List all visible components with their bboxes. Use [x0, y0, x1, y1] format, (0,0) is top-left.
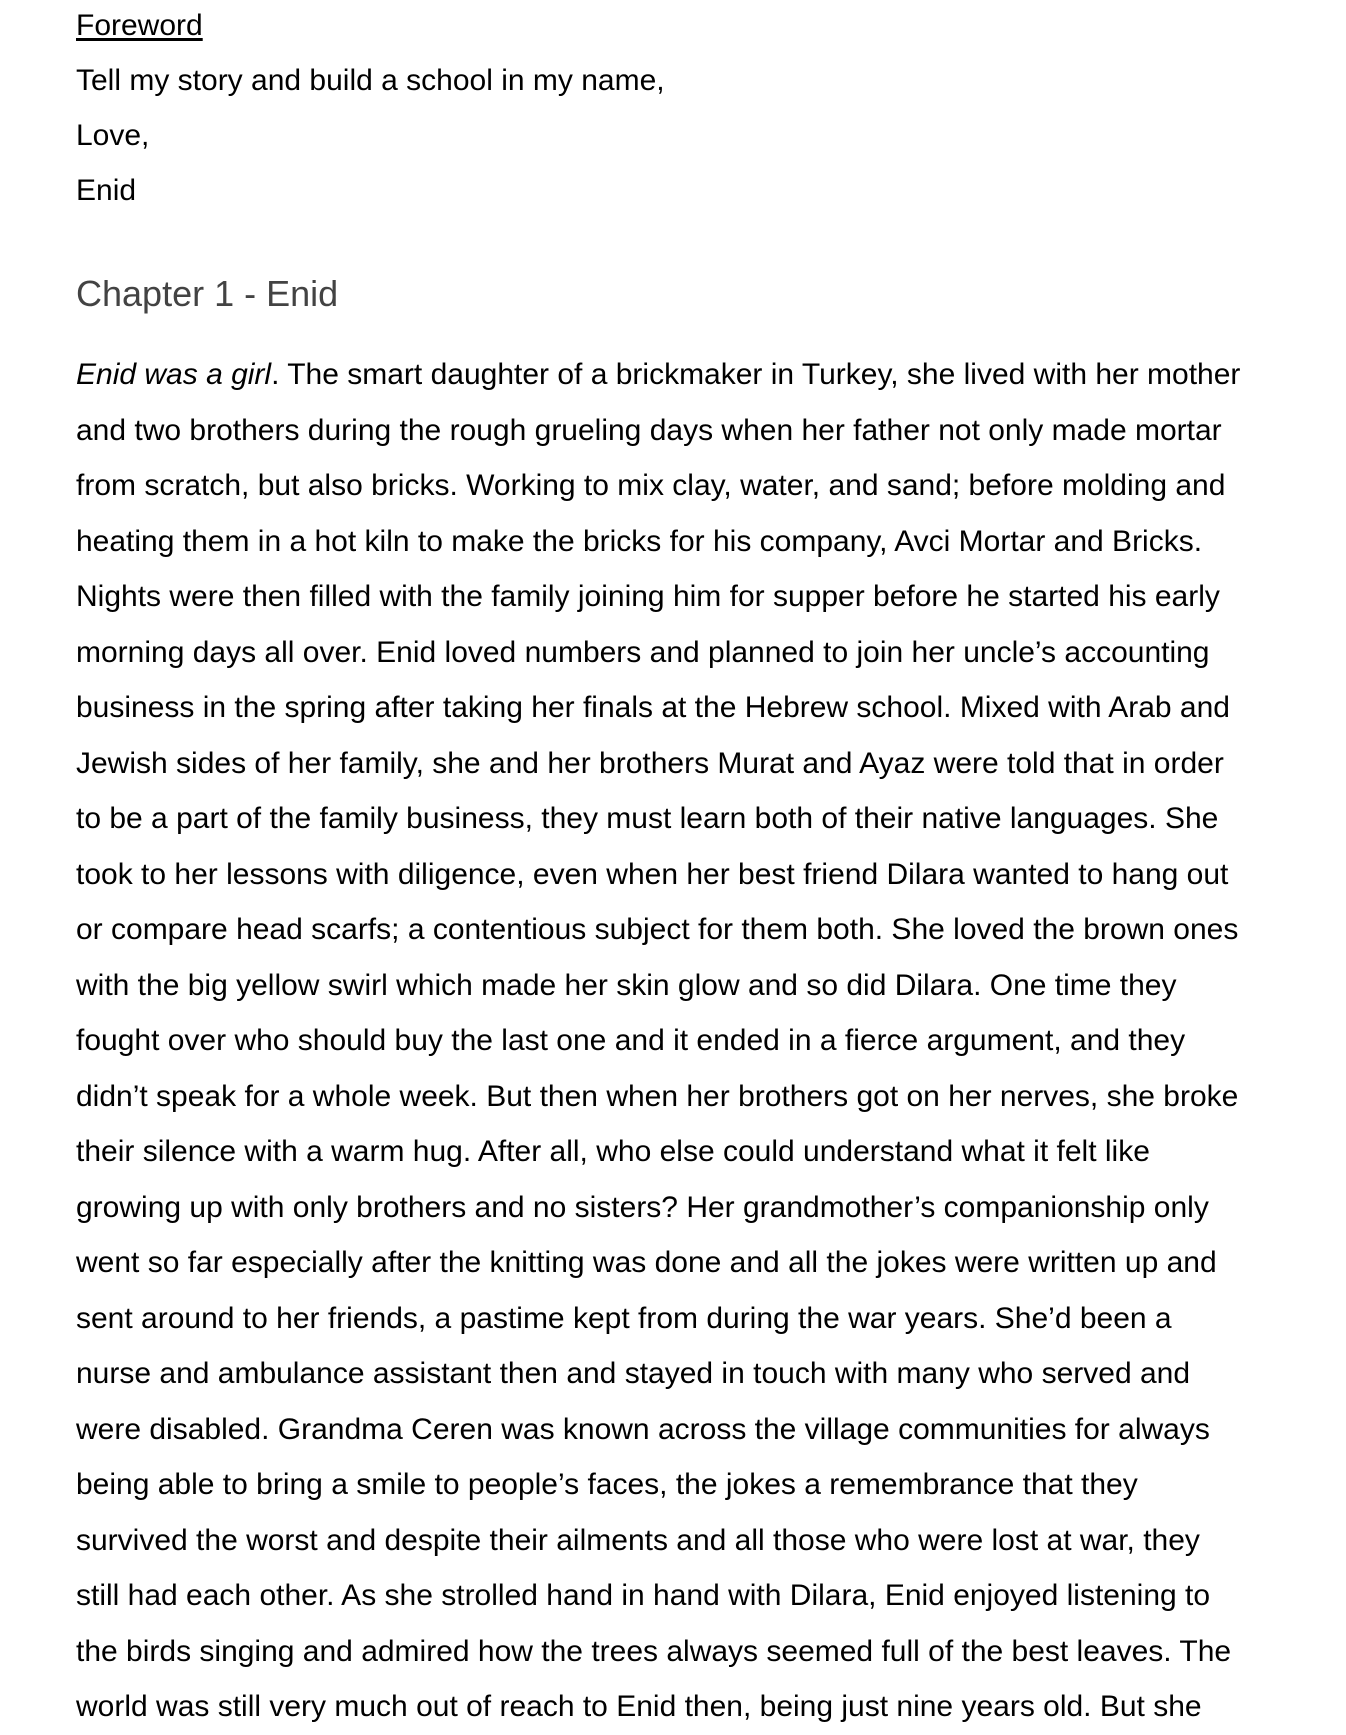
body-line: and two brothers during the rough grueling days when her father not only made mortar: [76, 413, 1222, 447]
body-line: didn’t speak for a whole week. But then when her brothers got on her nerves, she broke: [76, 1079, 1239, 1113]
body-line: sent around to her friends, a pastime kept from during the war years. She’d been a: [76, 1301, 1172, 1335]
chapter-heading: Chapter 1 - Enid: [76, 273, 339, 314]
body-line: business in the spring after taking her finals at the Hebrew school. Mixed with Arab and: [76, 691, 1230, 724]
body-line-text: . The smart daughter of a brickmaker in Turkey, she lived with her mother: [271, 358, 1241, 391]
body-line: were disabled. Grandma Ceren was known across the village communities for always: [76, 1412, 1210, 1446]
body-line: morning days all over. Enid loved numbers and planned to join her uncle’s accounting: [76, 635, 1210, 669]
body-line: from scratch, but also bricks. Working to mix clay, water, and sand; before molding and: [76, 469, 1226, 502]
lead-italic-phrase: Enid was a girl: [76, 358, 272, 391]
body-line: their silence with a warm hug. After all, who else could understand what it felt like: [76, 1135, 1150, 1168]
body-line: or compare head scarfs; a contentious subject for them both. She loved the brown ones: [76, 913, 1239, 946]
body-line: world was still very much out of reach to Enid then, being just nine years old. But she: [76, 1690, 1202, 1723]
foreword-line: Love,: [76, 119, 150, 152]
body-line: Jewish sides of her family, she and her brothers Murat and Ayaz were told that in order: [76, 746, 1224, 780]
body-line: still had each other. As she strolled hand in hand with Dilara, Enid enjoyed listening to: [76, 1579, 1211, 1612]
foreword-line: Tell my story and build a school in my name,: [76, 64, 665, 97]
body-line: growing up with only brothers and no sisters? Her grandmother’s companionship only: [76, 1190, 1209, 1224]
body-line: to be a part of the family business, they must learn both of their native languages. She: [76, 802, 1219, 835]
body-line: nurse and ambulance assistant then and stayed in touch with many who served and: [76, 1357, 1191, 1390]
body-line: survived the worst and despite their ailments and all those who were lost at war, they: [76, 1523, 1200, 1557]
foreword-signature: Enid: [76, 174, 137, 207]
chapter-body: [76, 347, 1240, 1735]
body-line: being able to bring a smile to people’s faces, the jokes a remembrance that they: [76, 1468, 1138, 1501]
body-line: took to her lessons with diligence, even when her best friend Dilara wanted to hang out: [76, 857, 1229, 891]
body-line: Nights were then filled with the family joining him for supper before he started his early: [76, 580, 1220, 613]
body-line: the birds singing and admired how the trees always seemed full of the best leaves. The: [76, 1634, 1232, 1668]
body-line: heating them in a hot kiln to make the bricks for his company, Avci Mortar and Bricks.: [76, 524, 1203, 558]
body-line-1: [76, 347, 1240, 403]
foreword-title: Foreword: [76, 9, 203, 42]
body-line: with the big yellow swirl which made her skin glow and so did Dilara. One time they: [76, 968, 1177, 1002]
body-line: went so far especially after the knitting was done and all the jokes were written up and: [76, 1246, 1217, 1279]
body-line: fought over who should buy the last one and it ended in a fierce argument, and they: [76, 1024, 1186, 1057]
